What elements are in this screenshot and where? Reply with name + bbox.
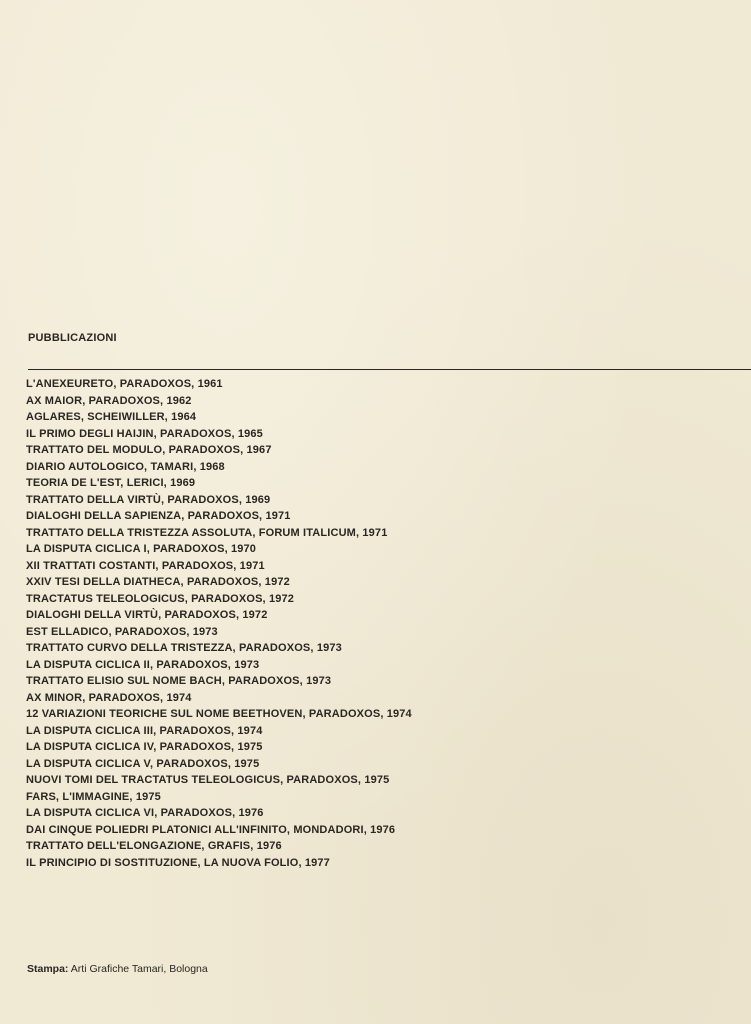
publication-item: TEORIA DE L'EST, LERICI, 1969 <box>26 477 196 489</box>
publication-item: EST ELLADICO, PARADOXOS, 1973 <box>26 625 218 638</box>
publication-item: TRACTATUS TELEOLOGICUS, PARADOXOS, 1972 <box>26 592 295 605</box>
colophon-label: Stampa: <box>27 963 69 975</box>
publication-item: LA DISPUTA CICLICA III, PARADOXOS, 1974 <box>26 724 263 737</box>
publication-item: FARS, L'IMMAGINE, 1975 <box>26 790 161 803</box>
publication-item: TRATTATO CURVO DELLA TRISTEZZA, PARADOXOS, 1973 <box>26 642 342 654</box>
publication-list <box>26 376 412 871</box>
publication-item: NUOVI TOMI DEL TRACTATUS TELEOLOGICUS, PARADOXOS, 1975 <box>26 774 390 786</box>
publication-item: LA DISPUTA CICLICA VI, PARADOXOS, 1976 <box>26 807 264 819</box>
publication-item: TRATTATO DEL MODULO, PARADOXOS, 1967 <box>26 444 272 456</box>
publication-item: DIALOGHI DELLA VIRTÙ, PARADOXOS, 1972 <box>26 609 268 621</box>
publication-item: AX MAIOR, PARADOXOS, 1962 <box>26 394 192 407</box>
publication-item: IL PRINCIPIO DI SOSTITUZIONE, LA NUOVA FOLIO, 1977 <box>26 856 330 869</box>
publication-item: LA DISPUTA CICLICA IV, PARADOXOS, 1975 <box>26 741 263 753</box>
section-title: PUBBLICAZIONI <box>28 332 117 344</box>
colophon-text: Arti Grafiche Tamari, Bologna <box>70 963 208 975</box>
publication-item: LA DISPUTA CICLICA I, PARADOXOS, 1970 <box>26 543 257 555</box>
publication-item: IL PRIMO DEGLI HAIJIN, PARADOXOS, 1965 <box>26 427 263 440</box>
publication-item: DIARIO AUTOLOGICO, TAMARI, 1968 <box>26 460 225 473</box>
publication-item: XII TRATTATI COSTANTI, PARADOXOS, 1971 <box>26 559 265 572</box>
publication-item: TRATTATO DELLA VIRTÙ, PARADOXOS, 1969 <box>26 493 271 506</box>
publication-item: AX MINOR, PARADOXOS, 1974 <box>26 691 192 704</box>
colophon <box>27 963 208 975</box>
publication-item: LA DISPUTA CICLICA II, PARADOXOS, 1973 <box>26 658 260 671</box>
divider-rule <box>28 369 751 370</box>
publication-item: DIALOGHI DELLA SAPIENZA, PARADOXOS, 1971 <box>26 510 291 522</box>
publication-item: DAI CINQUE POLIEDRI PLATONICI ALL'INFINITO, MONDADORI, 1976 <box>26 823 396 836</box>
publication-item: TRATTATO ELISIO SUL NOME BACH, PARADOXOS, 1973 <box>26 675 332 687</box>
publication-item: TRATTATO DELLA TRISTEZZA ASSOLUTA, FORUM ITALICUM, 1971 <box>26 526 388 539</box>
publication-item: L'ANEXEURETO, PARADOXOS, 1961 <box>26 378 223 390</box>
publication-item: TRATTATO DELL'ELONGAZIONE, GRAFIS, 1976 <box>26 840 282 852</box>
publication-item: AGLARES, SCHEIWILLER, 1964 <box>26 411 197 423</box>
publication-item: XXIV TESI DELLA DIATHECA, PARADOXOS, 1972 <box>26 576 290 588</box>
publication-item: LA DISPUTA CICLICA V, PARADOXOS, 1975 <box>26 757 260 770</box>
publication-item: 12 VARIAZIONI TEORICHE SUL NOME BEETHOVEN, PARADOXOS, 1974 <box>26 708 412 720</box>
